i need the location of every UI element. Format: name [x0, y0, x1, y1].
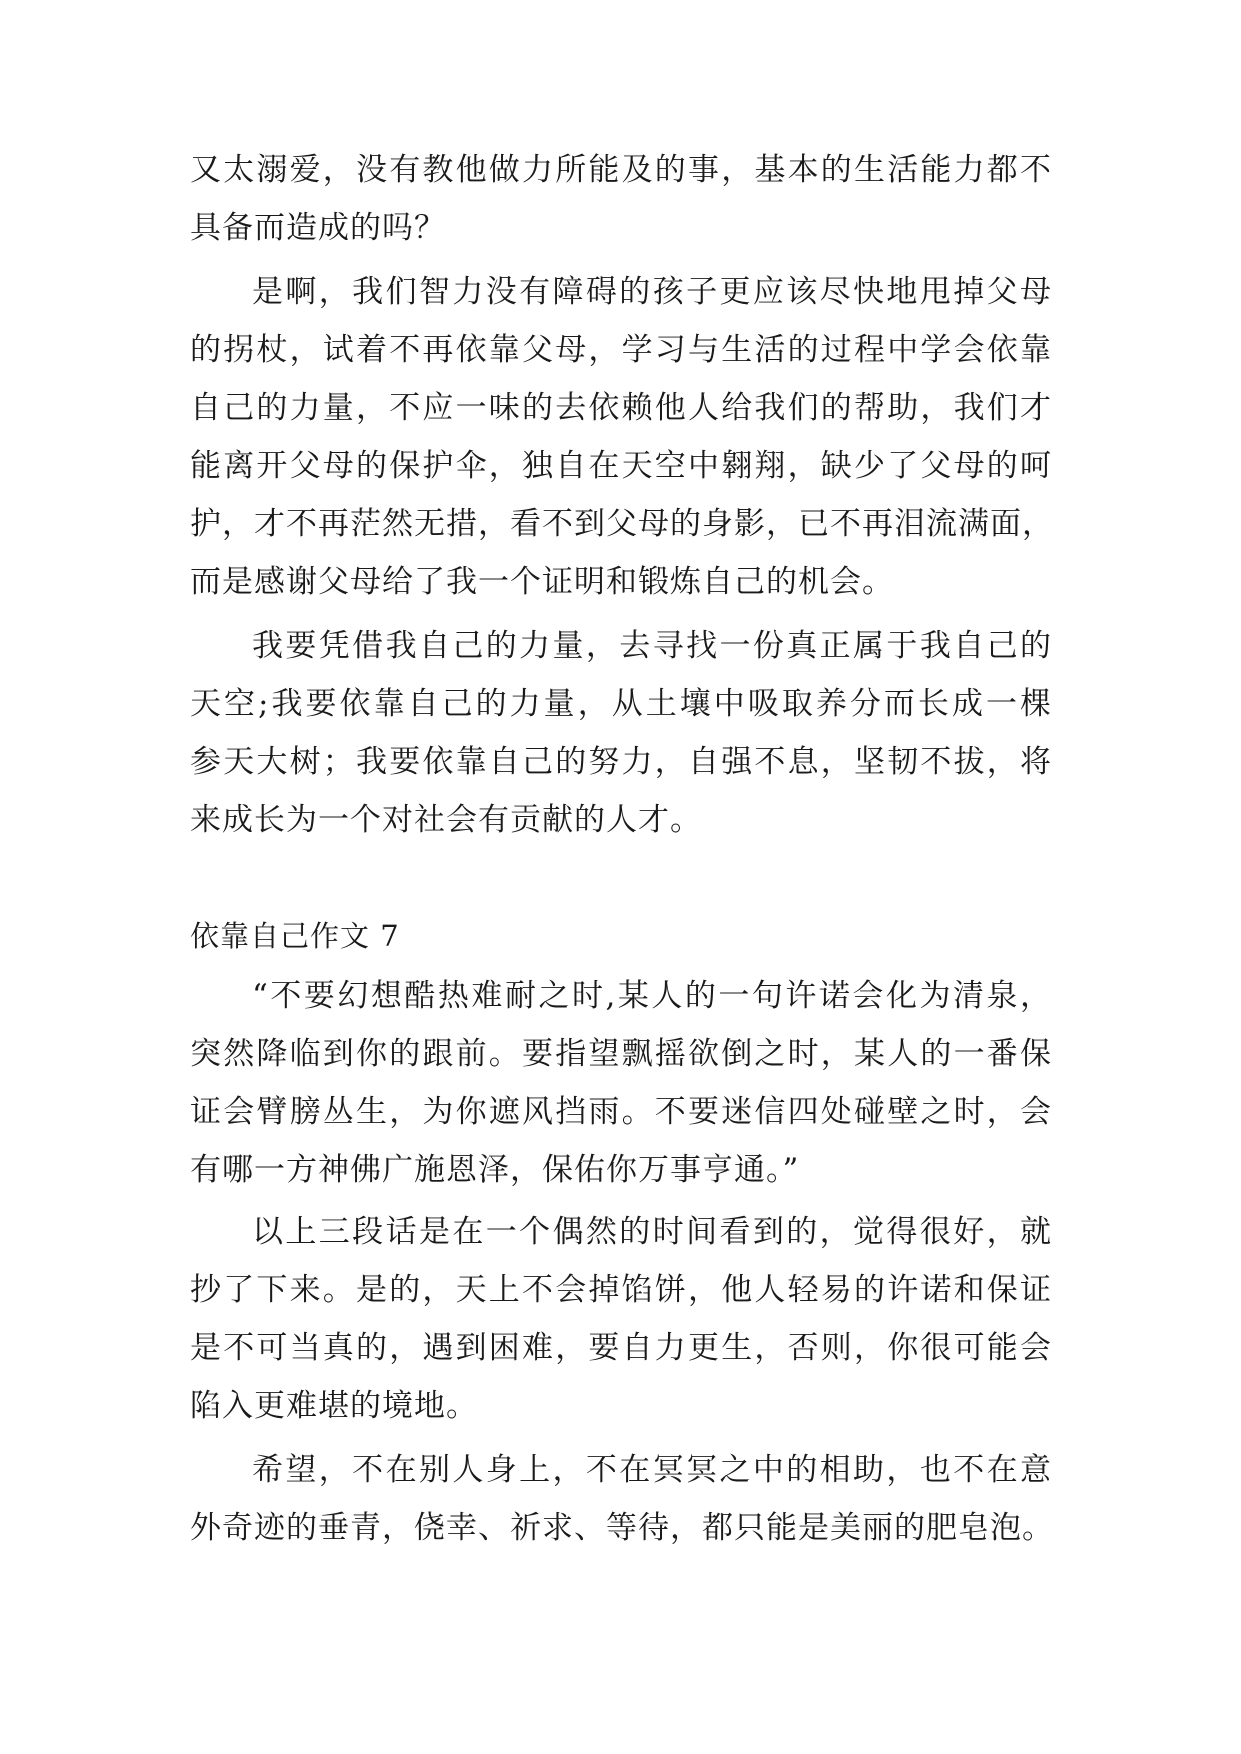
paragraph-5-line-2: 抄了下来。是的，天上不会掉馅饼，他人轻易的许诺和保证	[190, 1272, 1052, 1308]
paragraph-4-line-1: “不要幻想酷热难耐之时,某人的一句许诺会化为清泉，	[252, 978, 1052, 1014]
paragraph-3-line-3: 参天大树；我要依靠自己的努力，自强不息，坚韧不拔，将	[190, 744, 1052, 780]
paragraph-1-line-1: 又太溺爱，没有教他做力所能及的事，基本的生活能力都不	[190, 152, 1052, 188]
paragraph-3-line-1: 我要凭借我自己的力量，去寻找一份真正属于我自己的	[252, 628, 1052, 664]
paragraph-2-line-3: 自己的力量，不应一味的去依赖他人给我们的帮助，我们才	[190, 390, 1052, 426]
paragraph-6-line-1: 希望，不在别人身上，不在冥冥之中的相助，也不在意	[252, 1452, 1052, 1488]
paragraph-4-line-4: 有哪一方神佛广施恩泽，保佑你万事亨通。”	[190, 1152, 800, 1188]
paragraph-3-line-4: 来成长为一个对社会有贡献的人才。	[190, 802, 702, 838]
paragraph-5-line-1: 以上三段话是在一个偶然的时间看到的，觉得很好，就	[252, 1214, 1052, 1250]
paragraph-2-line-2: 的拐杖，试着不再依靠父母，学习与生活的过程中学会依靠	[190, 332, 1052, 368]
paragraph-5-line-4: 陷入更难堪的境地。	[190, 1388, 478, 1424]
paragraph-2-line-5: 护，才不再茫然无措，看不到父母的身影，已不再泪流满面，	[190, 506, 1054, 542]
paragraph-5-line-3: 是不可当真的，遇到困难，要自力更生，否则，你很可能会	[190, 1330, 1052, 1366]
paragraph-4-line-2: 突然降临到你的跟前。要指望飘摇欲倒之时，某人的一番保	[190, 1036, 1052, 1072]
paragraph-3-line-2: 天空;我要依靠自己的力量，从土壤中吸取养分而长成一棵	[190, 686, 1052, 722]
section-heading: 依靠自己作文 7	[190, 919, 400, 953]
paragraph-2-line-1: 是啊，我们智力没有障碍的孩子更应该尽快地甩掉父母	[252, 274, 1052, 310]
paragraph-1-line-2: 具备而造成的吗？	[190, 210, 446, 246]
paragraph-2-line-4: 能离开父母的保护伞，独自在天空中翱翔，缺少了父母的呵	[190, 448, 1052, 484]
paragraph-4-line-3: 证会臂膀丛生，为你遮风挡雨。不要迷信四处碰壁之时，会	[190, 1094, 1052, 1130]
paragraph-6-line-2: 外奇迹的垂青，侥幸、祈求、等待，都只能是美丽的肥皂泡。	[190, 1510, 1054, 1546]
paragraph-2-line-6: 而是感谢父母给了我一个证明和锻炼自己的机会。	[190, 564, 894, 600]
